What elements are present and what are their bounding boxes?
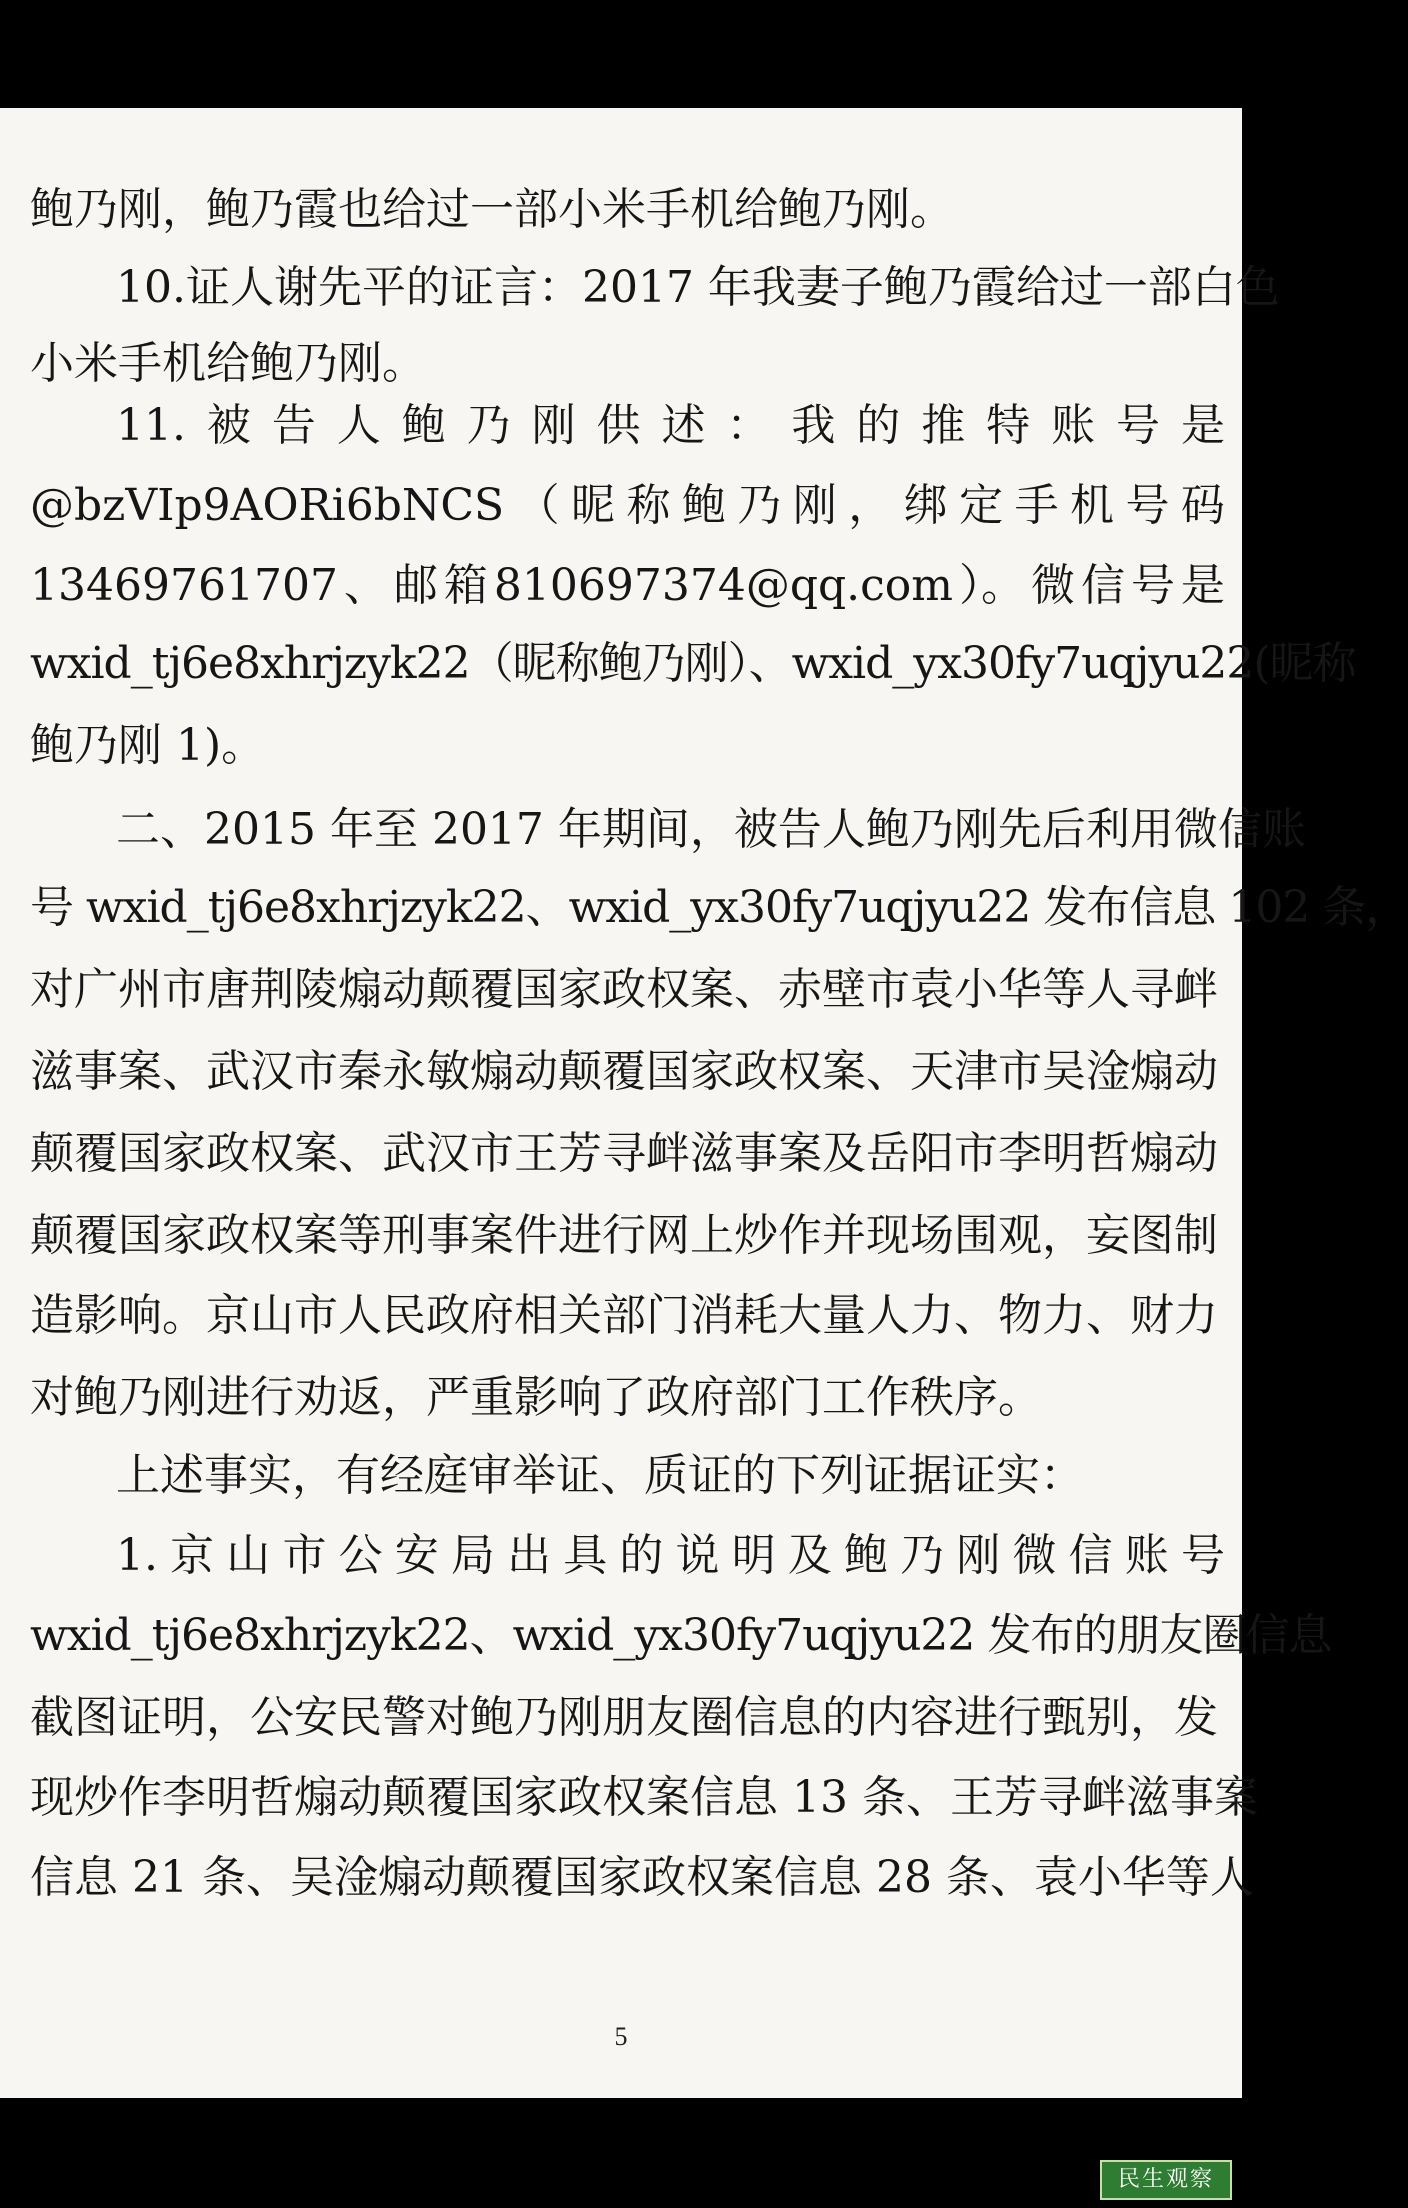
text-token: 推 [921,400,966,451]
text-line: 对鲍乃刚进行劝返，严重影响了政府部门工作秩序。 [30,1372,1042,1423]
text-line: 截图证明，公安民警对鲍乃刚朋友圈信息的内容进行甄别，发 [30,1692,1218,1743]
text-token: 我 [791,400,836,451]
text-token: 人 [336,400,381,451]
text-token: 鲍 [401,400,446,451]
text-token: @bzVIp9AORi6bNCS [30,480,505,531]
text-token: 鲍 [681,480,726,531]
text-line: 对广州市唐荆陵煽动颠覆国家政权案、赤壁市袁小华等人寻衅 [30,964,1218,1015]
text-token: 具 [563,1530,608,1581]
text-token: 乃 [900,1530,945,1581]
text-token: （ [515,480,560,531]
text-line: 小米手机给鲍乃刚。 [30,338,426,389]
text-token: 的 [856,400,901,451]
text-token: 13469761707 [30,560,338,611]
text-line: 上述事实，有经庭审举证、质证的下列证据证实： [116,1450,1084,1501]
text-token: 号 [1125,480,1170,531]
text-token: 称 [626,480,671,531]
text-line: 颠覆国家政权案等刑事案件进行网上炒作并现场围观，妄图制 [30,1210,1218,1261]
text-token: 手 [1014,480,1059,531]
text-line: wxid_tj6e8xhrjzyk22、wxid_yx30fy7uqjyu22 发布的朋友圈信息 [30,1610,1332,1661]
text-token: 号 [1116,400,1161,451]
text-token: 、 [343,560,388,611]
text-line [30,396,1225,456]
text-token: 是 [1180,560,1225,611]
text-line: 造影响。京山市人民政府相关部门消耗大量人力、物力、财力 [30,1290,1218,1341]
text-token: 出 [507,1530,552,1581]
text-token: 鲍 [844,1530,889,1581]
text-line: 号 wxid_tj6e8xhrjzyk22、wxid_yx30fy7uqjyu22 发布信息 102 条， [30,882,1408,933]
text-line: 滋事案、武汉市秦永敏煽动颠覆国家政权案、天津市吴淦煽动 [30,1046,1218,1097]
text-token: 号 [1180,1530,1225,1581]
text-token: 京 [170,1530,215,1581]
text-token: 码 [1180,480,1225,531]
text-line [30,476,1225,536]
text-token: 特 [986,400,1031,451]
text-token: 号 [1130,560,1175,611]
text-token: 明 [731,1530,776,1581]
text-token: 账 [1051,400,1096,451]
text-token: 定 [959,480,1004,531]
text-token: 箱 [443,560,488,611]
text-token: 市 [282,1530,327,1581]
text-token: 说 [675,1530,720,1581]
text-token: 信 [1080,560,1125,611]
text-token: 810697374@qq.com [493,560,953,611]
text-token: 述 [661,400,706,451]
text-token: 1. [116,1530,158,1581]
text-token: 被 [206,400,251,451]
text-token: 山 [226,1530,271,1581]
watermark-logo: 民生观察 [1100,2160,1232,2200]
text-line: 鲍乃刚，鲍乃霞也给过一部小米手机给鲍乃刚。 [30,184,954,235]
text-token: 供 [596,400,641,451]
text-token: 局 [450,1530,495,1581]
text-line: 10.证人谢先平的证言：2017 年我妻子鲍乃霞给过一部白色 [116,262,1280,313]
text-token: 乃 [466,400,511,451]
text-token: 刚 [956,1530,1001,1581]
text-token: ）。 [958,560,1025,611]
text-token: 告 [271,400,316,451]
text-line: wxid_tj6e8xhrjzyk22（昵称鲍乃刚）、wxid_yx30fy7uqjyu22(昵称 [30,638,1356,689]
text-line: 颠覆国家政权案、武汉市王芳寻衅滋事案及岳阳市李明哲煽动 [30,1128,1218,1179]
text-token: 乃 [737,480,782,531]
text-token: ： [726,400,771,451]
text-token: 安 [394,1530,439,1581]
page-number: 5 [614,2022,628,2051]
text-token: 昵 [571,480,616,531]
text-token: 机 [1070,480,1114,531]
text-token: 刚 [531,400,576,451]
text-token: 绑 [903,480,948,531]
text-token: 邮 [393,560,438,611]
text-token: 账 [1124,1530,1169,1581]
text-line [30,1526,1225,1586]
text-line: 现炒作李明哲煽动颠覆国家政权案信息 13 条、王芳寻衅滋事案 [30,1772,1258,1823]
text-token: 微 [1030,560,1075,611]
text-token: 刚 [792,480,837,531]
text-token: 是 [1180,400,1225,451]
bottom-black-bar [0,2098,1242,2208]
text-token: 公 [338,1530,383,1581]
text-token: ， [848,480,893,531]
text-token: 信 [1068,1530,1113,1581]
text-token: 及 [787,1530,832,1581]
text-token: 的 [619,1530,664,1581]
top-black-bar [0,0,1242,108]
text-line: 鲍乃刚 1)。 [30,720,266,771]
text-line: 二、2015 年至 2017 年期间，被告人鲍乃刚先后利用微信账 [116,804,1306,855]
text-token: 11. [116,400,186,451]
text-line [30,556,1225,616]
text-token: 微 [1012,1530,1057,1581]
document-page [0,108,1408,2098]
text-line: 信息 21 条、吴淦煽动颠覆国家政权案信息 28 条、袁小华等人 [30,1852,1254,1903]
